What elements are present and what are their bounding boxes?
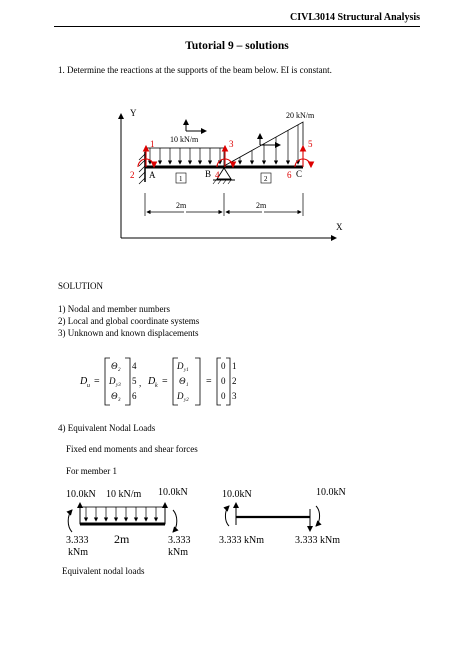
svg-text:=: = [162,376,168,387]
page-title: Tutorial 9 – solutions [185,40,289,52]
svg-text:y3: y3 [116,383,121,388]
fem-right-moment-left: 3.333 kNm [219,535,264,546]
dof-6: 6 [287,170,292,180]
svg-text:y1: y1 [184,368,189,373]
steps-list [58,303,199,339]
member-2-label: 2 [264,175,268,183]
step-item: 2) Local and global coordinate systems [58,316,200,326]
fem-left-span: 2m [114,532,130,546]
fem-left-moment-right: 3.333 [168,535,191,546]
svg-text:1: 1 [186,383,189,388]
svg-text:5: 5 [132,376,137,386]
fem-right-shear-left: 10.0kN [222,489,252,500]
svg-text:D: D [177,391,184,401]
dof-4: 4 [215,170,220,180]
dof-5: 5 [308,139,313,149]
equivalent-loads-caption: Equivalent nodal loads [62,566,145,576]
displacement-equation [70,350,270,410]
udl-label: 10 kN/m [170,135,199,144]
fem-diagram-left [68,503,177,532]
dim-label-1: 2m [176,201,187,210]
question-1: 1. Determine the reactions at the supports of the beam below. EI is constant. [58,65,332,75]
node-c: C [296,169,303,179]
step-item: 1) Nodal and member numbers [58,304,170,314]
fem-left-moment-right-unit: kNm [168,547,188,558]
svg-text:0: 0 [221,391,226,401]
svg-text:,: , [139,378,142,388]
svg-text:6: 6 [132,391,137,401]
tri-load [224,122,303,166]
fem-left-udl: 10 kN/m [106,489,142,500]
y-axis-label: Y [130,108,137,118]
fem-right-moment-right: 3.333 kNm [295,535,340,546]
svg-text:0: 0 [221,376,226,386]
dk-sub: k [155,383,158,389]
svg-text:=: = [94,376,100,387]
svg-text:D: D [177,361,184,371]
fem-diagram-right [225,503,319,531]
svg-text:2: 2 [232,376,237,386]
svg-text:4: 4 [132,361,137,371]
step-item: 3) Unknown and known displacements [58,328,199,338]
svg-text:1: 1 [232,361,237,371]
node-a: A [149,170,156,180]
dim-label-2: 2m [256,201,267,210]
svg-text:3: 3 [232,391,237,401]
step-4-heading: 4) Equivalent Nodal Loads [58,423,156,433]
dof-1: 1 [150,139,155,149]
svg-text:Θ: Θ [179,376,186,386]
du-symbol: D [80,376,88,387]
dk-symbol: D [148,376,156,387]
member-1-label: 1 [179,175,183,183]
fixed-end-heading: Fixed end moments and shear forces [66,444,198,454]
solution-heading: SOLUTION [58,281,103,291]
tri-load-label: 20 kN/m [286,111,315,120]
member-heading: For member 1 [66,466,117,476]
svg-text:D: D [109,376,116,386]
svg-text:=: = [206,376,212,387]
svg-text:y2: y2 [184,398,189,403]
node-b: B [205,169,212,179]
fem-left-shear-left: 10.0kN [66,489,96,500]
course-header: CIVL3014 Structural Analysis [289,12,420,23]
svg-text:0: 0 [221,361,226,371]
svg-text:Θ: Θ [111,361,118,371]
dof-3: 3 [229,139,234,149]
dof-2: 2 [130,170,135,180]
x-axis-label: X [336,222,343,232]
fem-left-moment-left-unit: kNm [68,547,88,558]
fem-left-moment-left: 3.333 [66,535,89,546]
du-sub: u [87,383,90,389]
svg-text:Θ: Θ [111,391,118,401]
fem-left-shear-right: 10.0kN [158,487,188,498]
udl-block [145,148,224,166]
svg-text:3: 3 [118,398,121,403]
svg-text:2: 2 [118,368,121,373]
fem-right-shear-right: 10.0kN [316,487,346,498]
